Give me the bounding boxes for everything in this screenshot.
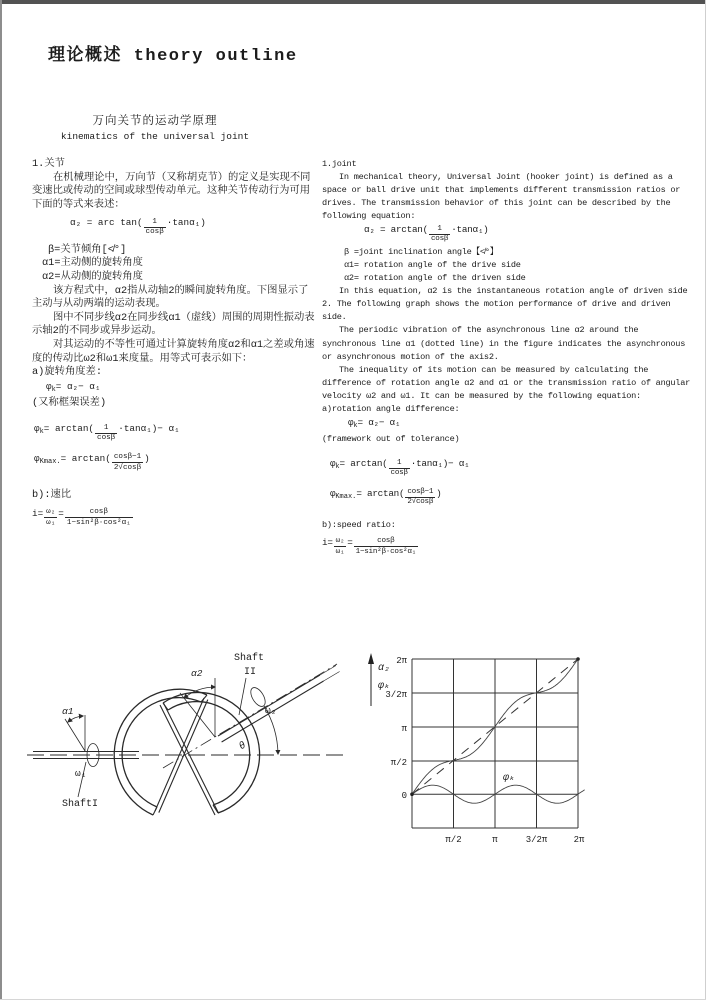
en-def-alpha2: α2= rotation angle of the driven side: [344, 273, 526, 284]
zh-paragraph-4: 对其运动的不等性可通过计算旋转角度α2和α1之差或角速度的传动比ω2和ω1来度量。用等式可表示如下：: [32, 338, 315, 365]
y-axis-label-alpha2: α₂: [378, 663, 391, 674]
subtitle-english: kinematics of the universal joint: [60, 131, 250, 142]
yoke-spokes: [155, 698, 219, 815]
en-item-a: a)rotation angle difference:: [322, 403, 460, 414]
y-tick-0: 0: [401, 791, 407, 801]
equation-ratio-zh: i= $\frac{\text{ω₂}}{\text{ω₁}}$ = $\frac{\cos\beta}{\text{1−sin²β·cos²α₁}}$: [32, 507, 131, 527]
theta-label: θ: [237, 740, 249, 754]
zh-item-a: a)旋转角度差:: [32, 366, 103, 379]
motion-performance-graph: [360, 628, 695, 858]
right-yoke-outer: [163, 692, 260, 813]
zh-heading: 1.关节: [32, 158, 65, 170]
page-title: 理论概述 theory outline: [48, 47, 298, 66]
omega2-label: ω₂: [265, 705, 277, 716]
omega1-label: ω₁: [75, 768, 87, 779]
en-def-beta: β =joint inclination angle【≮°】: [344, 246, 499, 257]
equation-alpha2-en: α₂ = arctan( $\frac{1}{\cos\beta}$ ·tanα₁): [364, 224, 489, 244]
y-tick-pi-2: π/2: [390, 758, 407, 768]
zh-paragraph-1: 在机械理论中，万向节（又称胡克节）的定义是实现不同变速比或传动的空间或球型传动单元。这种关节传动行为可用下面的等式来表述：: [32, 171, 311, 211]
shaft2-label-bottom: II: [244, 667, 257, 678]
equation-phik-simple-zh: $\varphi_k= \alpha_2- \alpha_1$: [46, 380, 101, 394]
en-paragraph-3: The periodic vibration of the asynchronous line α2 around the synchronous line α1 (dotted line) in the figure indicates the asynchronous or asynchronous motion of the axis2.: [322, 325, 686, 362]
chinese-column: [32, 158, 318, 527]
zh-item-b: b):速比: [32, 489, 72, 502]
x-tick-2pi: 2π: [573, 835, 585, 845]
phik-annotation: φₖ: [503, 773, 516, 784]
universal-joint-diagram: [15, 635, 360, 840]
scan-edge-top: [0, 0, 706, 4]
equation-phikmax-zh: $\varphi_{Kmax.}= \arctan$( $\frac{\cos\beta-1}{2√\cos\beta}$ ): [34, 452, 150, 472]
subtitle-chinese: 万向关节的运动学原理: [92, 115, 218, 128]
alpha1-label: α1: [62, 706, 74, 717]
equation-phikmax-en: $\varphi_{Kmax.}= \arctan$( $\frac{\cos\beta-1}{2√\cos\beta}$ ): [330, 487, 442, 507]
shaft2-leader-line: [239, 678, 246, 715]
x-tick-pi-2: π/2: [445, 835, 462, 845]
en-note: (framework out of tolerance): [322, 434, 460, 445]
shaft2-extension: [320, 666, 340, 682]
alpha2-angle-lines: [180, 678, 215, 737]
y-axis-arrowhead: [368, 653, 374, 664]
equation-ratio-en: i= $\frac{\text{ω₂}}{\text{ω₁}}$ = $\frac{\cos\beta}{\text{1−sin²β·cos²α₁}}$: [322, 537, 416, 556]
en-def-alpha1: α1= rotation angle of the drive side: [344, 259, 521, 270]
scan-edge-left: [0, 0, 2, 1000]
equation-alpha2-zh: α₂ = arc tan( $\frac{1}{\cos\beta}$ ·tanα₁): [70, 217, 206, 237]
zh-definitions: [42, 244, 318, 285]
en-definitions: [344, 246, 694, 285]
en-paragraph-4: The inequality of its motion can be measured by calculating the difference of rotation angle α2 and α1 or the transmission ratio of angular velocity ω2 and ω1. It can be measured by the following equation:: [322, 364, 691, 401]
endpoint-dot: [576, 657, 580, 661]
alpha1-angle-lines: [65, 715, 85, 751]
zh-paragraph-3: 图中不同步线α2在同步线α1（虚线）周围的周期性振动表示轴2的不同步或异步运动。: [32, 311, 315, 338]
x-tick-pi: π: [492, 835, 498, 845]
en-heading: 1.joint: [322, 159, 357, 169]
left-yoke-outer: [114, 689, 207, 815]
alpha2-label: α2: [191, 668, 203, 679]
section-subtitle: [40, 114, 270, 144]
en-paragraph-2: In this equation, α2 is the instantaneous rotation angle of driven side 2. The following graph shows the motion performance of drive and driven side.: [322, 286, 688, 323]
zh-paragraph-2: 该方程式中，α2指从动轴2的瞬间旋转角度。下图显示了主动与从动两端的运动表现。: [32, 284, 309, 311]
zh-def-beta: β=关节倾角[≮°]: [48, 243, 127, 256]
english-column: [322, 158, 694, 556]
equation-phik-en: $\varphi_k= \arctan$( $\frac{1}{\cos\beta}$ ·tanα₁)− α₁: [330, 458, 470, 478]
equation-phik-zh: $\varphi_k= \arctan$( $\frac{1}{\cos\beta}$ ·tanα₁)− α₁: [34, 423, 180, 443]
zh-def-alpha1: α1=主动侧的旋转角度: [42, 257, 143, 270]
x-tick-3-2pi: 3/2π: [525, 835, 548, 845]
en-item-b: b):speed ratio:: [322, 519, 396, 530]
equation-phik-simple-en: $\varphi_k= \alpha_2- \alpha_1$: [348, 417, 401, 431]
y-tick-2pi: 2π: [396, 656, 407, 666]
en-paragraph-1: In mechanical theory, Universal Joint (hooker joint) is defined as a space or ball drive unit that implements different transmission ratios or drives. The transmission behavior of this joint can be described by the following equation:: [322, 172, 681, 222]
y-axis-label-phik: φₖ: [378, 681, 391, 692]
shaft2-label-top: Shaft: [234, 653, 265, 664]
y-tick-pi: π: [401, 724, 407, 734]
shaft1-label: ShaftI: [62, 799, 99, 810]
origin-dot: [410, 792, 414, 796]
y-tick-3-2pi: 3/2π: [385, 690, 407, 700]
zh-def-alpha2: α2=从动侧的旋转角度: [42, 270, 143, 283]
zh-note: (又称框架误差): [32, 396, 107, 409]
